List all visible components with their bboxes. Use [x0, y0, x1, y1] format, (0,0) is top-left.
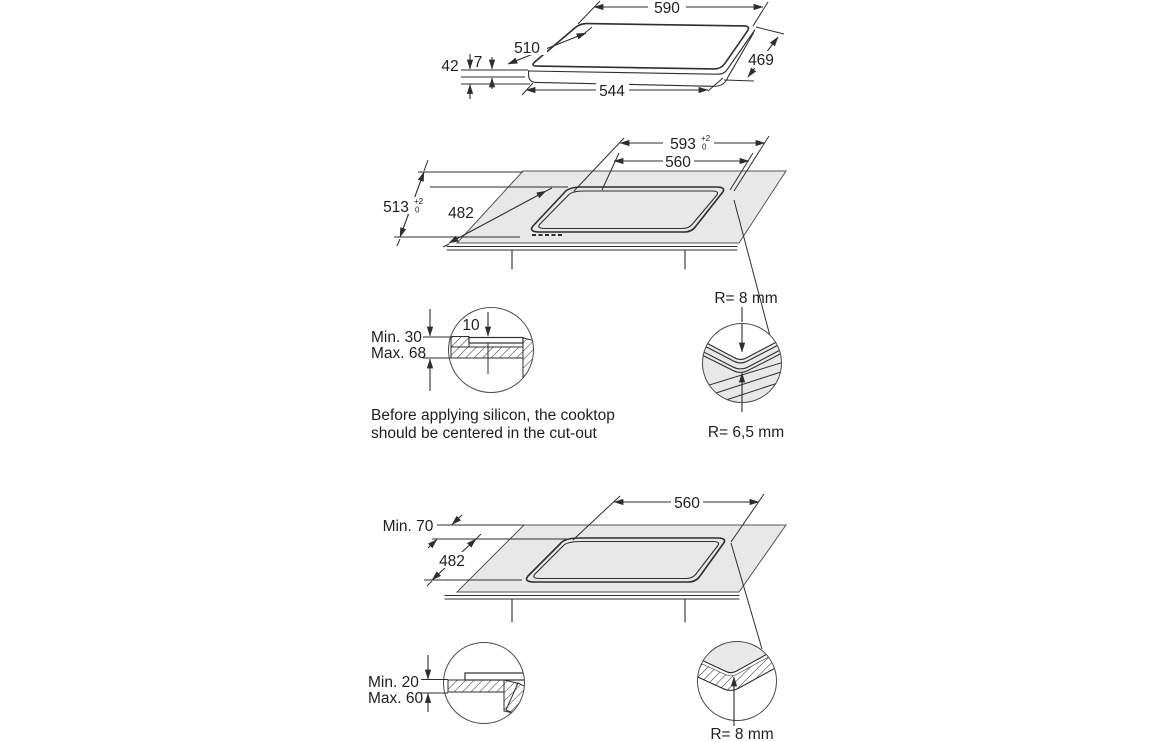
cooktop-body	[529, 33, 754, 86]
dim-outer-depth: 513	[383, 199, 409, 216]
glass-bar	[465, 673, 526, 680]
dim-top-width: 590	[654, 0, 680, 17]
dim-outer-width-tol-zero: 0	[702, 142, 707, 152]
worktop-cutout-view	[381, 494, 786, 649]
dim-depth-left: 510	[514, 40, 540, 57]
worktop-rail-hatched	[523, 338, 536, 386]
dim-outer-depth-tol-zero: 0	[415, 205, 420, 215]
radius-label-bottom: R= 8 mm	[710, 726, 774, 742]
dim-cutout-depth-mid: 482	[448, 205, 474, 222]
edge-min-label: Min. 30	[371, 329, 422, 346]
note-line-2: should be centered in the cut-out	[371, 425, 597, 442]
note-line-1: Before applying silicon, the cooktop	[371, 407, 615, 424]
edge-gap-label: 10	[462, 317, 480, 334]
cooktop-perspective-view	[441, 0, 784, 100]
glass-bar	[469, 338, 523, 344]
edge-detail-flush	[371, 308, 536, 393]
dim-cutout-width-mid: 560	[665, 154, 691, 171]
dim-total-height: 42	[441, 58, 459, 75]
corner-radius-detail-bottom	[688, 640, 779, 742]
worktop-shoulder-hatched	[451, 337, 469, 348]
radius-top-label: R= 8 mm	[714, 290, 778, 307]
dim-glass-height: 7	[473, 54, 483, 71]
edge-detail-surface	[368, 643, 538, 724]
dim-wall-clearance: Min. 70	[382, 518, 434, 535]
edge-max-label: Max. 68	[371, 345, 427, 362]
dim-outer-depth-tol-plus: +2	[414, 197, 424, 206]
worktop-ledge-hatched	[451, 347, 523, 358]
edge-min-label-bottom: Min. 20	[368, 674, 419, 691]
dim-cutout-width-bottom: 560	[674, 495, 700, 512]
dim-depth-right: 469	[748, 52, 774, 69]
dim-outer-width-tol-plus: +2	[701, 134, 711, 143]
worktop-bar-hatched	[448, 680, 504, 692]
silicon-note	[371, 407, 615, 442]
corner-radius-detail-mid	[697, 290, 786, 441]
dim-outer-width: 593	[670, 136, 696, 153]
dim-bottom-width: 544	[599, 83, 625, 100]
cooktop-glass-top	[533, 24, 748, 69]
dim-cutout-depth-bottom: 482	[439, 553, 465, 570]
radius-bottom-label: R= 6,5 mm	[707, 424, 785, 441]
edge-max-label-bottom: Max. 60	[368, 690, 424, 707]
